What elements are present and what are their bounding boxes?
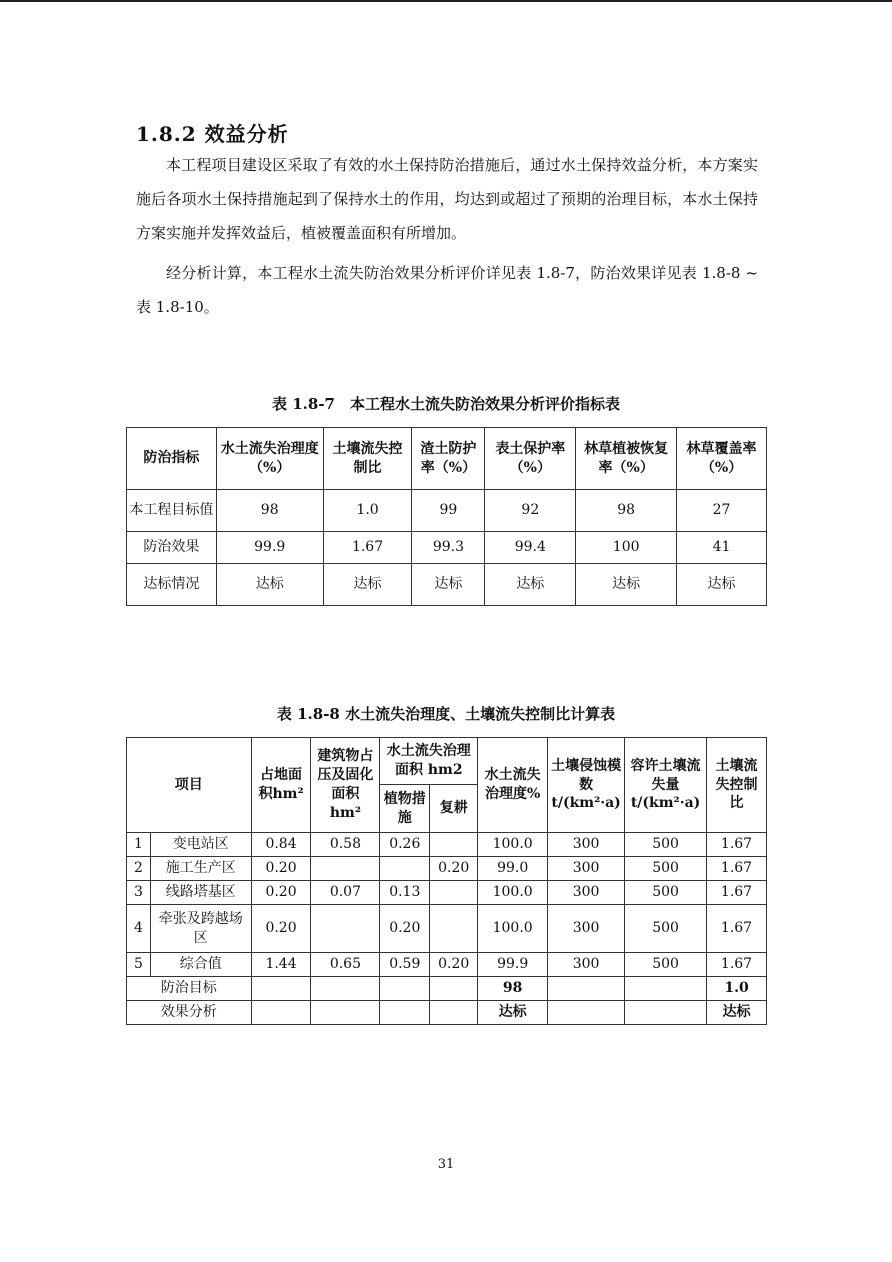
table-cell [625,977,707,1001]
result-label: 效果分析 [127,1001,252,1025]
result-degree: 达标 [478,1001,548,1025]
table-cell: 0.26 [380,833,430,857]
table-cell: 300 [548,953,625,977]
header-building: 建筑物占压及固化面积 hm² [311,738,380,833]
table-cell: 0.65 [311,953,380,977]
table-cell: 1.67 [323,532,412,564]
header-degree: 水土流失治理度% [478,738,548,833]
table-cell: 500 [625,953,707,977]
table-cell: 300 [548,833,625,857]
table-cell [380,1001,430,1025]
table-cell: 线路塔基区 [150,881,251,905]
table-cell: 0.13 [380,881,430,905]
paragraph-2: 经分析计算，本工程水土流失防治效果分析评价详见表 1.8-7，防治效果详见表 1.8-8 ~ 表 1.8-10。 [136,264,758,316]
table-cell [625,1001,707,1025]
table-row [127,490,767,532]
table-cell: 变电站区 [150,833,251,857]
table-cell [251,977,311,1001]
table-cell: 500 [625,833,707,857]
table-cell: 达标 [323,564,412,606]
result-row [127,1001,767,1025]
table-cell: 0.20 [430,953,478,977]
prevention-index-table [126,427,767,606]
table-cell: 达标 [677,564,767,606]
table-cell: 5 [127,953,151,977]
table-cell: 500 [625,905,707,953]
table-row [127,833,767,857]
table-cell: 100.0 [478,833,548,857]
section-heading: 1.8.2 效益分析 [136,122,289,146]
header-cell: 土壤流失控制比 [323,428,412,490]
table-cell: 2 [127,857,151,881]
table-cell: 0.58 [311,833,380,857]
header-area: 占地面积hm² [251,738,311,833]
table-cell: 0.07 [311,881,380,905]
table-cell: 0.20 [251,857,311,881]
header-cell: 防治指标 [127,428,217,490]
table-cell [548,977,625,1001]
header-cell: 林草植被恢复率（%） [576,428,677,490]
table-cell: 0.20 [251,881,311,905]
table-row [127,564,767,606]
table-cell: 施工生产区 [150,857,251,881]
table-row [127,881,767,905]
table-cell: 0.20 [430,857,478,881]
table-cell: 1.67 [707,905,767,953]
table-cell [251,1001,311,1025]
table-1-caption: 表 1.8-7 本工程水土流失防治效果分析评价指标表 [272,395,620,413]
table-cell: 达标 [576,564,677,606]
control-ratio-table [126,737,767,1025]
table-cell: 1.67 [707,881,767,905]
table-cell: 92 [485,490,576,532]
table-cell: 100 [576,532,677,564]
page-top-rule [0,0,892,2]
table-cell: 98 [216,490,323,532]
table-cell: 98 [576,490,677,532]
header-cell: 水土流失治理度（%） [216,428,323,490]
target-ratio: 1.0 [707,977,767,1001]
target-degree: 98 [478,977,548,1001]
table-cell: 41 [677,532,767,564]
table-cell: 达标 [412,564,485,606]
table-cell: 99.3 [412,532,485,564]
header-treat-group: 水土流失治理面积 hm2 [380,738,478,785]
table-cell: 500 [625,857,707,881]
table-cell: 3 [127,881,151,905]
table-row [127,953,767,977]
table-cell: 27 [677,490,767,532]
target-label: 防治目标 [127,977,252,1001]
table-cell: 1.0 [323,490,412,532]
table-cell [311,977,380,1001]
header-cell: 林草覆盖率（%） [677,428,767,490]
table-cell: 综合值 [150,953,251,977]
table-cell: 1.67 [707,953,767,977]
table-row [127,532,767,564]
header-cell: 表土保护率（%） [485,428,576,490]
table-row [127,857,767,881]
table-cell [430,905,478,953]
table-cell [430,1001,478,1025]
table-cell: 达标 [216,564,323,606]
table-cell: 牵张及跨越场区 [150,905,251,953]
table-cell [311,857,380,881]
page-number: 31 [437,1157,455,1172]
table-cell [430,977,478,1001]
table-cell [311,1001,380,1025]
table-cell: 300 [548,905,625,953]
table-cell: 达标情况 [127,564,217,606]
table-cell [311,905,380,953]
header-ratio: 土壤流失控制比 [707,738,767,833]
target-row [127,977,767,1001]
table-row [127,905,767,953]
header-recult: 复耕 [430,785,478,833]
table-cell: 0.20 [380,905,430,953]
table-cell: 达标 [485,564,576,606]
header-item: 项目 [127,738,252,833]
table-cell: 99.9 [478,953,548,977]
table-cell: 99.9 [216,532,323,564]
table-cell [548,1001,625,1025]
result-ratio: 达标 [707,1001,767,1025]
table-cell: 99.4 [485,532,576,564]
table-cell: 300 [548,881,625,905]
table-cell: 防治效果 [127,532,217,564]
table-cell: 500 [625,881,707,905]
header-erosion: 土壤侵蚀模数t/(km²·a) [548,738,625,833]
table-cell: 99 [412,490,485,532]
table-cell: 1 [127,833,151,857]
table-cell: 本工程目标值 [127,490,217,532]
table-cell [430,833,478,857]
header-plant: 植物措施 [380,785,430,833]
table-cell: 100.0 [478,905,548,953]
table-cell: 300 [548,857,625,881]
table-2-caption: 表 1.8-8 水土流失治理度、土壤流失控制比计算表 [276,705,616,723]
table-cell: 0.84 [251,833,311,857]
header-cell: 渣土防护率（%） [412,428,485,490]
paragraph-1: 本工程项目建设区采取了有效的水土保持防治措施后，通过水土保持效益分析，本方案实施后各项水土保持措施起到了保持水土的作用，均达到或超过了预期的治理目标，本水土保持方案实施并发挥效益后，植被覆盖面积有所增加。 [136,156,758,242]
table-cell: 0.20 [251,905,311,953]
table-cell: 1.67 [707,857,767,881]
table-cell [380,857,430,881]
table-cell: 0.59 [380,953,430,977]
header-allow: 容许土壤流失量t/(km²·a) [625,738,707,833]
table-cell: 1.67 [707,833,767,857]
table-cell [430,881,478,905]
table-cell: 100.0 [478,881,548,905]
table-cell: 99.0 [478,857,548,881]
table-cell: 1.44 [251,953,311,977]
table-cell: 4 [127,905,151,953]
table-cell [380,977,430,1001]
